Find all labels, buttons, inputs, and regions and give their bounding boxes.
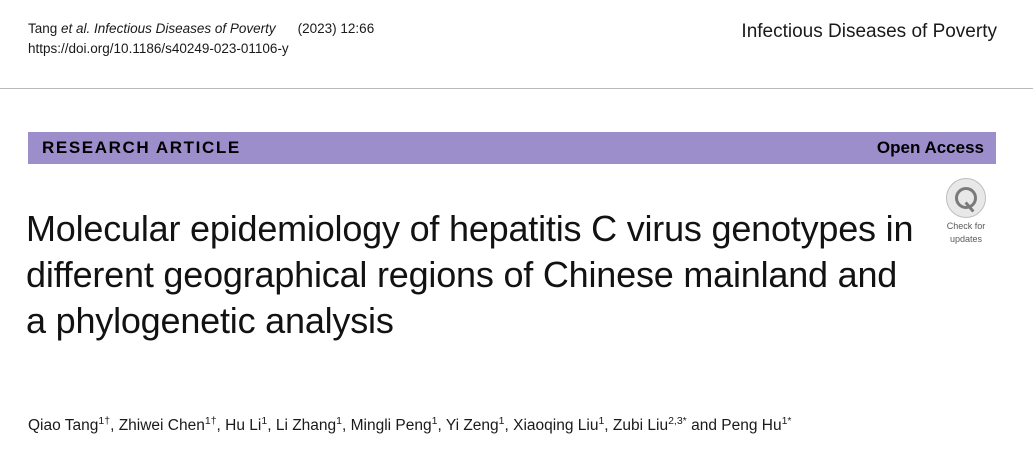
author-affiliation-marker: 1 (431, 414, 438, 427)
page-title: Molecular epidemiology of hepatitis C virus genotypes in different geographical regions of Chinese mainland and a phylogenetic analysis (26, 208, 914, 342)
author-name: Zubi Liu (612, 417, 669, 434)
author-name: Yi Zeng (445, 417, 499, 434)
author-name: Li Zhang (275, 417, 337, 434)
author-affiliation-marker: 1* (781, 414, 792, 427)
author-separator: , (437, 417, 446, 434)
article-type-banner (28, 132, 996, 164)
author-list (28, 415, 1003, 437)
author-affiliation-marker: 1 (598, 414, 605, 427)
author-separator: , (604, 417, 613, 434)
citation-year: (2023) 12:66 (297, 21, 375, 36)
running-head-left (28, 20, 648, 58)
author-affiliation-marker: 2,3* (668, 414, 687, 427)
author-affiliation-marker: 1† (98, 414, 111, 427)
header-divider (0, 88, 1033, 89)
author-name: Qiao Tang (28, 417, 99, 434)
crossmark-line2: updates (949, 234, 983, 244)
author-name: Mingli Peng (350, 417, 432, 434)
author-affiliation-marker: 1† (204, 414, 217, 427)
author-name: Hu Li (225, 417, 262, 434)
author-affiliation-marker: 1 (336, 414, 342, 427)
author-affiliation-marker: 1 (498, 414, 505, 427)
crossmark-line1: Check for (946, 221, 986, 231)
author-name: Peng Hu (721, 417, 782, 434)
author-separator: , (342, 417, 351, 434)
citation-journal-italic: et al. Infectious Diseases of Poverty (61, 21, 276, 36)
refresh-icon (946, 178, 986, 218)
author-separator: and (686, 417, 722, 434)
citation-author: Tang (28, 21, 62, 36)
author-separator: , (504, 417, 514, 434)
open-access-label: Open Access (876, 138, 984, 157)
author-separator: , (110, 417, 119, 434)
author-affiliation-marker: 1 (261, 414, 268, 427)
journal-title: Infectious Diseases of Poverty (741, 21, 997, 42)
article-type-label: RESEARCH ARTICLE (42, 138, 241, 157)
citation-line (28, 20, 648, 38)
author-separator: , (267, 417, 276, 434)
author-separator: , (216, 417, 226, 434)
crossmark-badge[interactable] (934, 178, 998, 242)
author-name: Zhiwei Chen (118, 417, 205, 434)
author-name: Xiaoqing Liu (513, 417, 599, 434)
doi-link[interactable]: https://doi.org/10.1186/s40249-023-01106-y (28, 41, 289, 56)
running-head (0, 0, 1033, 88)
